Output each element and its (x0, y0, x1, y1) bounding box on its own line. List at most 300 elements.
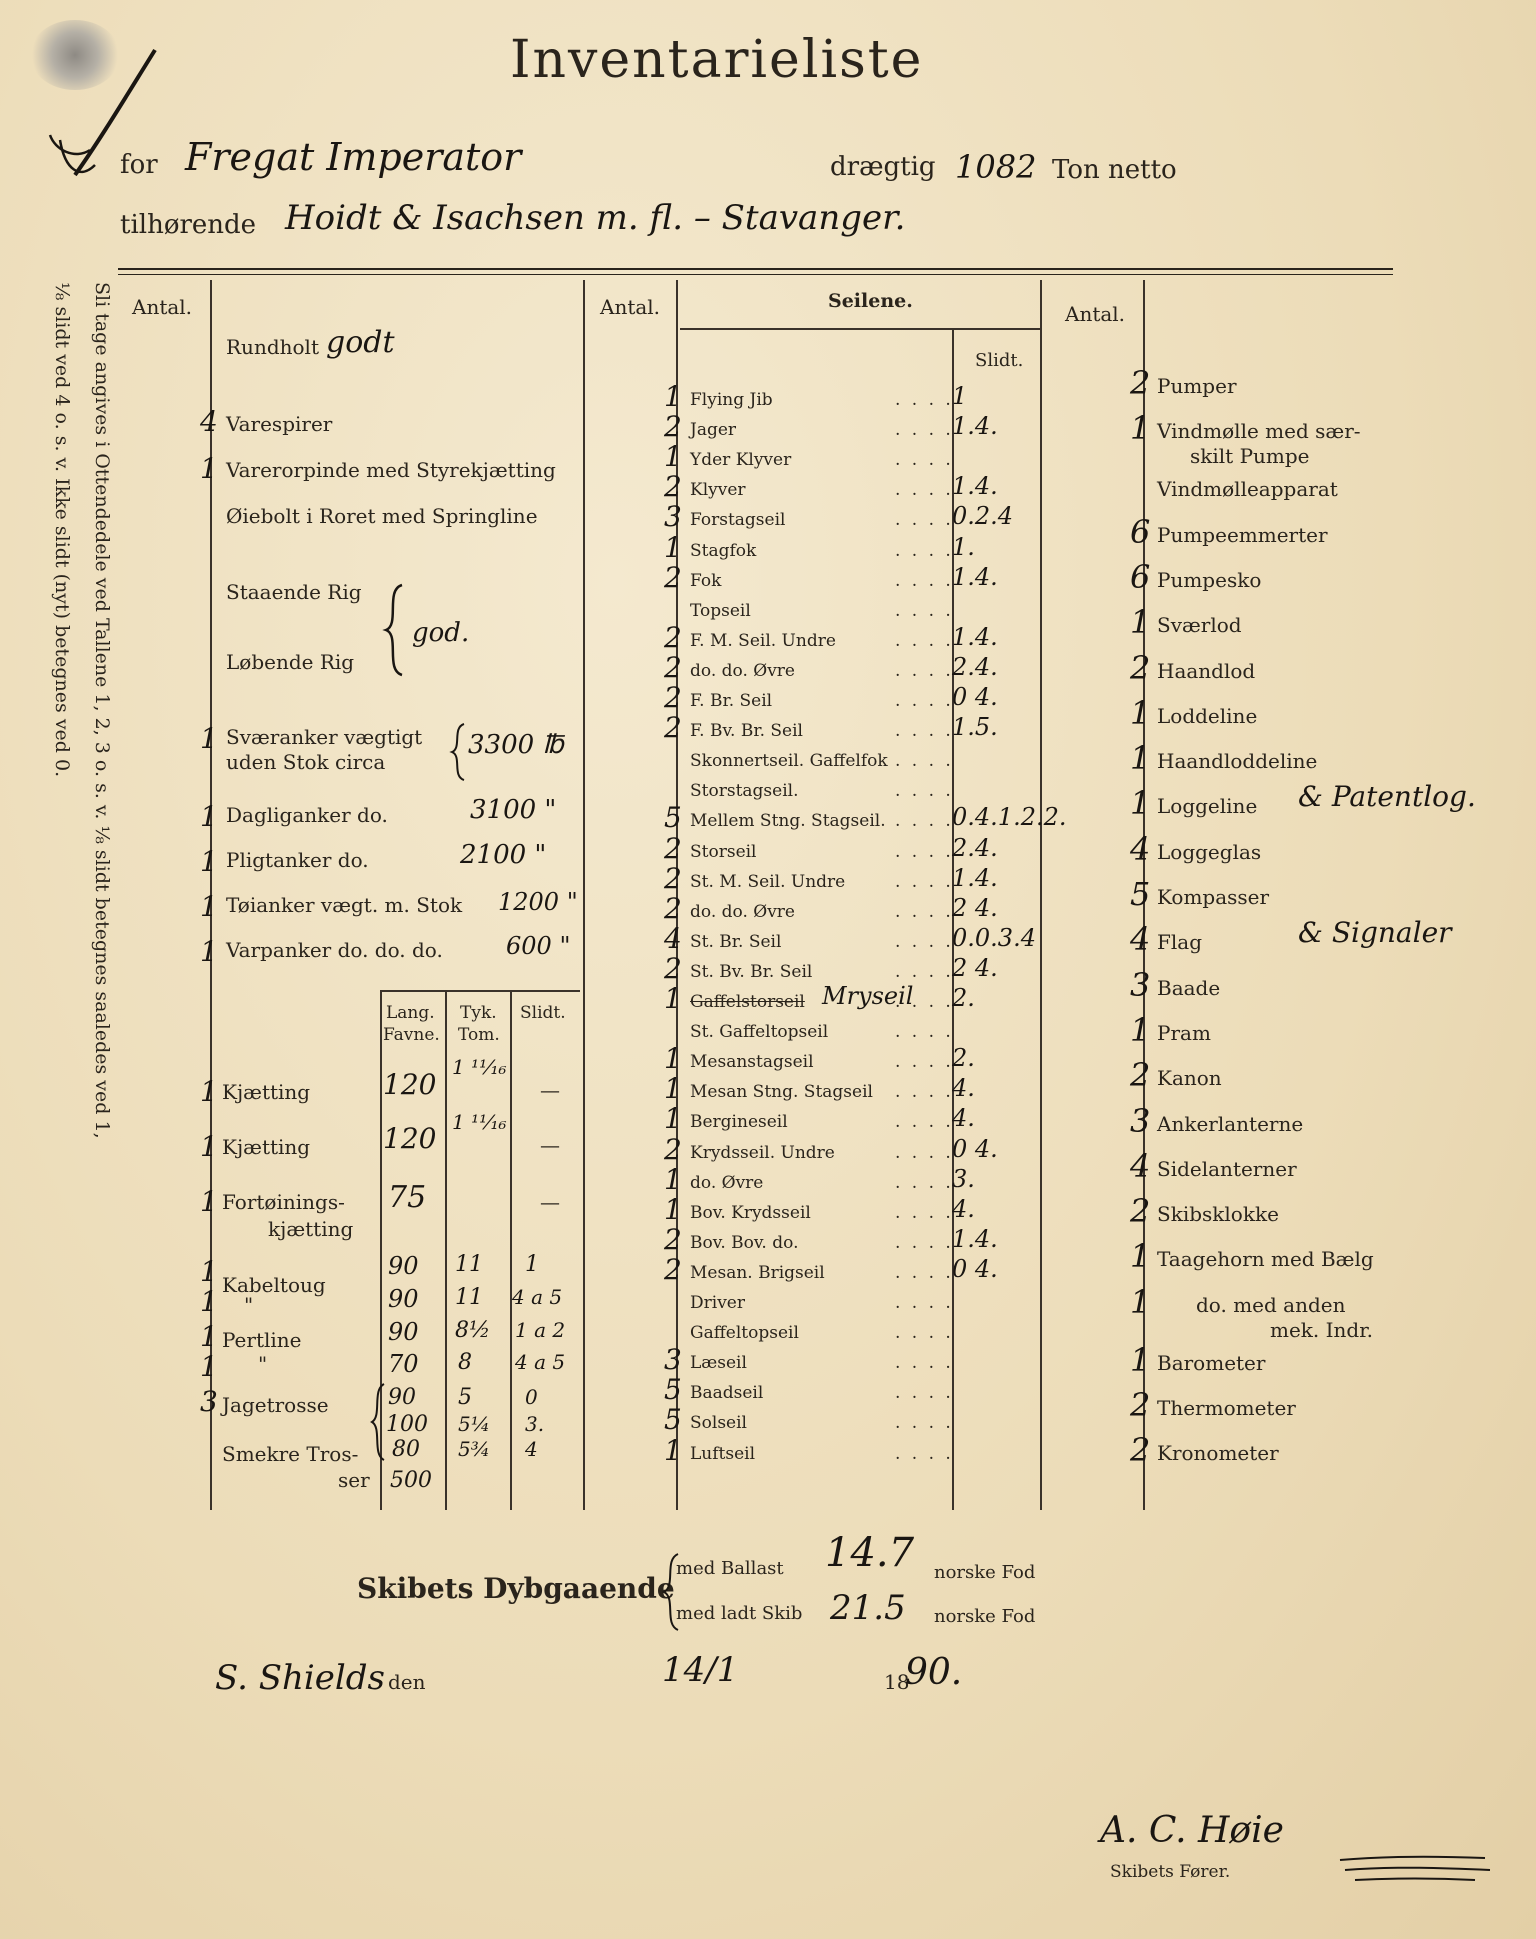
sail-count: 1 (664, 1042, 682, 1076)
equipment-count: 4 (1130, 920, 1151, 959)
anchor-label: Tøianker vægt. m. Stok (226, 893, 463, 917)
sail-slidt: 4. (952, 1074, 975, 1103)
sail-label: Krydsseil. Undre (690, 1142, 835, 1163)
sail-label: Driver (690, 1293, 745, 1313)
sail-label: St. Bv. Br. Seil (690, 961, 813, 982)
side-note (42, 282, 122, 1139)
page-title: Inventarieliste (510, 30, 924, 90)
col-divider-1 (583, 280, 585, 1510)
sail-label: Baadseil (690, 1383, 764, 1404)
sail-count: 3 (664, 1343, 682, 1377)
anchor-count: 1 (200, 935, 218, 968)
lobende-rig: Løbende Rig (226, 650, 355, 674)
sail-slidt: 4. (952, 1194, 975, 1223)
captain-label: Skibets Fører. (1110, 1862, 1231, 1882)
chain-tyk: 8 (458, 1350, 472, 1375)
laden-unit: norske Fod (934, 1606, 1036, 1627)
chain-label: Smekre Tros- (222, 1442, 359, 1466)
chain-tyk: 1 ¹¹⁄₁₆ (452, 1055, 507, 1079)
chain-slidt: 4 a 5 (512, 1285, 563, 1309)
equipment-label: Haandloddeline (1157, 749, 1318, 774)
sail-label: Forstagseil (690, 510, 786, 531)
chain-label: Kabeltoug (222, 1273, 326, 1297)
sail-label: Klyver (690, 480, 746, 501)
leader-dots: . . . . (895, 420, 954, 441)
sail-label: Mesanstagseil (690, 1052, 814, 1073)
sail-slidt: 0 4. (952, 683, 998, 711)
anchor-brace (448, 722, 468, 782)
owner-value: Hoidt & Isachsen m. fl. – Stavanger. (285, 198, 906, 238)
equipment-count: 1 (1130, 409, 1151, 448)
sail-count: 2 (664, 410, 682, 444)
chain-label: Fortøinings- (222, 1190, 345, 1214)
anchor-count: 1 (200, 845, 218, 878)
equipment-label: Loggeglas (1157, 839, 1262, 864)
sail-label: Storstagseil. (690, 781, 799, 802)
sail-slidt: 2 4. (952, 893, 998, 922)
signature-underline (1335, 1848, 1495, 1888)
leader-dots: . . . . (895, 992, 954, 1012)
side-note-line1: Sli tage angives i Ottendedele ved Tallene 1, 2, 3 o. s. v. ⅛ slidt betegnes saaledes ved 1, (91, 282, 113, 1139)
rundholt-value: godt (326, 325, 395, 360)
tonnage-value: 1082 (955, 148, 1037, 186)
sail-label: do. do. Øvre (690, 660, 795, 681)
equipment-label: Pumpesko (1157, 567, 1262, 592)
equipment-extra: & Patentlog. (1298, 780, 1476, 814)
equipment-label: Skibsklokke (1157, 1202, 1279, 1227)
sail-count: 2 (664, 1252, 682, 1286)
leader-dots: . . . . (895, 901, 954, 922)
chain-slidt: 4 a 5 (515, 1350, 566, 1374)
chain-count: 1 (200, 1285, 218, 1318)
sail-count: 1 (664, 1102, 682, 1136)
sail-slidt: 0.4.1.2.2. (952, 803, 1067, 832)
chain-header-tyk2: Tom. (458, 1025, 500, 1045)
equipment-label: Loddeline (1157, 703, 1258, 728)
sail-label: Mesan Stng. Stagseil (690, 1082, 873, 1103)
sail-label: Skonnertseil. Gaffelfok (690, 751, 888, 772)
equipment-count: 1 (1130, 1282, 1151, 1321)
leader-dots: . . . . (895, 1353, 954, 1374)
chain-label: Jagetrosse (222, 1393, 329, 1417)
col1-antal: Antal. (132, 295, 193, 319)
equipment-label: Vindmølleapparat (1157, 477, 1338, 502)
sail-count: 2 (664, 681, 682, 714)
chain-lang: 70 (388, 1350, 419, 1378)
equipment-count: 3 (1130, 1101, 1151, 1140)
leader-dots: . . . . (895, 1443, 954, 1464)
chain-label: " (244, 1293, 254, 1317)
equipment-count: 1 (1130, 1010, 1151, 1049)
sail-label: Solseil (690, 1413, 747, 1434)
sail-count: 5 (664, 1403, 682, 1437)
equipment-label: Thermometer (1157, 1396, 1296, 1420)
anchor-weight: 600 " (506, 932, 571, 960)
sail-label: F. Bv. Br. Seil (690, 721, 803, 742)
side-note-line2: ⅛ slidt ved 4 o. s. v. Ikke slidt (nyt) betegnes ved 0. (51, 282, 73, 778)
leader-dots: . . . . (895, 1323, 954, 1344)
sail-label: St. M. Seil. Undre (690, 871, 846, 892)
chain-lang: 90 (388, 1385, 416, 1410)
sail-slidt: 1.4. (952, 863, 998, 892)
for-label: for (120, 150, 158, 180)
chain-count: 3 (200, 1385, 218, 1418)
chain-label: " (258, 1352, 268, 1376)
chain-lang: 90 (388, 1285, 419, 1313)
equipment-label: Sidelanterner (1157, 1156, 1297, 1181)
chain-label: Kjætting (222, 1135, 311, 1159)
sail-count: 2 (664, 1132, 682, 1166)
chain-lang: 120 (383, 1122, 437, 1155)
equipment-count: 2 (1130, 1431, 1151, 1470)
equipment-label: Vindmølle med sær- (1157, 419, 1361, 444)
col1-count: 1 (200, 452, 218, 485)
leader-dots: . . . . (895, 1142, 954, 1163)
sail-label: Yder Klyver (690, 450, 792, 471)
col2-antal: Antal. (600, 295, 661, 319)
sail-count: 2 (664, 831, 682, 865)
equipment-count: 6 (1130, 557, 1151, 596)
equipment-label: do. med anden (1196, 1292, 1346, 1317)
chain-slidt: — (540, 1190, 560, 1214)
equipment-count: 2 (1130, 364, 1151, 402)
sail-slidt: 1.4. (952, 1224, 998, 1253)
chain-count: 1 (200, 1130, 218, 1163)
leader-dots: . . . . (895, 1172, 954, 1193)
tonnage-label: drægtig (830, 152, 936, 182)
chain-slidt: 3. (525, 1412, 545, 1436)
chain-rule-3 (510, 990, 512, 1510)
chain-slidt: — (540, 1133, 560, 1157)
leader-dots: . . . . (895, 1383, 954, 1404)
leader-dots: . . . . (895, 450, 954, 471)
seilene-rule (680, 328, 1040, 330)
col3-antal: Antal. (1065, 302, 1126, 326)
chain-slidt: 1 a 2 (515, 1318, 566, 1342)
equipment-count: 3 (1130, 965, 1151, 1004)
equipment-count: 2 (1130, 648, 1151, 687)
col-divider-2 (1040, 280, 1042, 1510)
equipment-count: 1 (1130, 739, 1151, 778)
equipment-label: skilt Pumpe (1190, 444, 1310, 469)
leader-dots: . . . . (895, 570, 954, 591)
chain-lang: 80 (392, 1437, 420, 1462)
anchor-count: 1 (200, 800, 218, 833)
sail-count: 2 (664, 891, 682, 925)
sail-count: 3 (664, 500, 682, 534)
anchor-count: 1 (200, 722, 218, 755)
leader-dots: . . . . (895, 1052, 954, 1073)
chain-slidt: 1 (525, 1252, 539, 1277)
laden-value: 21.5 (830, 1588, 906, 1628)
leader-dots: . . . . (895, 961, 954, 982)
slidt-heading: Slidt. (975, 350, 1024, 371)
ballast-label: med Ballast (676, 1558, 784, 1579)
sail-label: Storseil (690, 841, 757, 862)
equipment-label: Pumper (1157, 374, 1237, 398)
leader-dots: . . . . (895, 1262, 954, 1283)
equipment-label: mek. Indr. (1270, 1317, 1373, 1342)
equipment-label: Kanon (1157, 1066, 1222, 1091)
anchor-count: 1 (200, 890, 218, 923)
chain-tyk: 5 (458, 1385, 472, 1410)
chain-lang: 90 (388, 1318, 419, 1346)
tonnage-unit: Ton netto (1052, 155, 1177, 185)
sail-count: 1 (664, 380, 682, 413)
sail-label: Mesan. Brigseil (690, 1262, 825, 1283)
sail-slidt: 0 4. (952, 1254, 998, 1283)
sail-label: F. Br. Seil (690, 691, 773, 711)
sail-count: 1 (664, 1162, 682, 1196)
rundholt-label: Rundholt (226, 335, 319, 359)
sail-count: 1 (664, 1433, 682, 1467)
equipment-label: Kronometer (1157, 1441, 1279, 1466)
equipment-count: 1 (1130, 1340, 1151, 1379)
sail-label: Bergineseil (690, 1112, 788, 1133)
year-suffix: 90. (905, 1652, 963, 1693)
chain-count: 1 (200, 1255, 218, 1288)
chain-lang: 120 (383, 1068, 437, 1101)
chain-header-lang2: Favne. (383, 1025, 440, 1045)
chain-rule-2 (445, 990, 447, 1510)
chain-slidt: — (540, 1078, 560, 1102)
equipment-count: 2 (1130, 1056, 1151, 1095)
leader-dots: . . . . (895, 691, 954, 711)
chain-count: 1 (200, 1185, 218, 1218)
leader-dots: . . . . (895, 811, 954, 832)
rig-brace (380, 580, 410, 680)
equipment-label: Sværlod (1157, 613, 1242, 638)
header-rule-top (118, 268, 1393, 270)
sail-count: 2 (664, 560, 682, 594)
leader-dots: . . . . (895, 781, 954, 802)
chain-lang: 75 (388, 1180, 427, 1215)
sail-label: do. Øvre (690, 1172, 764, 1193)
chain-header-tyk: Tyk. (460, 1003, 497, 1023)
sail-extra: Mryseil (822, 982, 914, 1010)
sail-label: Jager (690, 420, 737, 441)
chain-label: Pertline (222, 1328, 302, 1352)
chain-lang: 500 (390, 1468, 432, 1493)
sail-label: Mellem Stng. Stagseil. (690, 811, 886, 832)
ballast-value: 14.7 (825, 1530, 915, 1576)
anchor-label: Varpanker do. do. do. (226, 938, 443, 962)
col1-count: 4 (200, 405, 218, 438)
equipment-label: Loggeline (1157, 794, 1258, 819)
sail-count: 2 (664, 861, 682, 895)
sail-count: 1 (664, 982, 682, 1015)
chain-count: 1 (200, 1320, 218, 1353)
equipment-label: Taagehorn med Bælg (1157, 1247, 1374, 1272)
ship-name: Fregat Imperator (185, 135, 522, 179)
sail-slidt: 1.4. (952, 412, 998, 441)
chain-label: Kjætting (222, 1080, 311, 1104)
den-label: den (388, 1670, 426, 1694)
chain-count: 1 (200, 1075, 218, 1108)
chain-slidt: 4 (525, 1437, 538, 1461)
date: 14/1 (662, 1650, 739, 1690)
equipment-count: 1 (1130, 693, 1151, 732)
anchor-label: Pligtanker do. (226, 848, 369, 872)
place: S. Shields (215, 1658, 385, 1698)
equipment-label: Pumpeemmerter (1157, 522, 1328, 547)
sail-label: Flying Jib (690, 390, 773, 410)
sail-slidt: 1.4. (952, 622, 998, 651)
chain-slidt: 0 (525, 1385, 538, 1409)
sail-label: Læseil (690, 1353, 747, 1374)
chain-lang: 90 (388, 1252, 419, 1280)
col1-item: Varerorpinde med Styrekjætting (226, 458, 556, 482)
rig-value: god. (412, 618, 470, 648)
sail-label: F. M. Seil. Undre (690, 630, 836, 651)
anchor-weight: 2100 " (460, 840, 547, 870)
chain-lang: 100 (386, 1412, 428, 1437)
sail-slidt: 2 4. (952, 953, 998, 982)
equipment-count: 6 (1130, 512, 1151, 551)
sail-count: 2 (664, 620, 682, 654)
equipment-count: 4 (1130, 829, 1151, 868)
leader-dots: . . . . (895, 480, 954, 501)
jagetrosse-brace (368, 1382, 388, 1462)
sail-label: St. Br. Seil (690, 931, 782, 952)
anchor-weight: 1200 " (498, 888, 578, 916)
sail-count: 2 (664, 470, 682, 504)
col1-item: Varespirer (226, 412, 333, 436)
chain-header-lang: Lang. (386, 1003, 435, 1023)
sail-slidt: 2. (952, 1044, 975, 1073)
sail-slidt: 1 (952, 382, 968, 410)
anchor-label: uden Stok circa (226, 750, 386, 774)
sail-label: Luftseil (690, 1443, 756, 1464)
sail-count: 2 (664, 951, 682, 985)
sail-count: 5 (664, 1373, 682, 1407)
leader-dots: . . . . (895, 931, 954, 952)
staaende-rig: Staaende Rig (226, 580, 362, 604)
year-prefix: 18 (884, 1670, 910, 1694)
sail-slidt: 1.4. (952, 562, 998, 591)
chain-tyk: 11 (455, 1252, 483, 1277)
ballast-unit: norske Fod (934, 1562, 1036, 1583)
leader-dots: . . . . (895, 871, 954, 892)
equipment-label: Pram (1157, 1020, 1211, 1045)
sail-count: 4 (664, 921, 682, 955)
sail-slidt: 2. (952, 984, 975, 1012)
sail-slidt: 3. (952, 1164, 975, 1193)
chain-tyk: 5¼ (458, 1412, 491, 1436)
leader-dots: . . . . (895, 1082, 954, 1103)
leader-dots: . . . . (895, 1293, 954, 1313)
leader-dots: . . . . (895, 1112, 954, 1133)
leader-dots: . . . . (895, 1232, 954, 1253)
leader-dots: . . . . (895, 600, 954, 621)
sail-label: Gaffeltopseil (690, 1323, 799, 1344)
chain-table-rule (380, 990, 580, 992)
sail-slidt: 2.4. (952, 833, 998, 862)
sail-slidt: 1.4. (952, 472, 998, 501)
sail-label: Gaffelstorseil (690, 992, 805, 1012)
anchor-weight: 3100 " (470, 795, 557, 825)
sail-slidt: 1. (952, 532, 975, 561)
leader-dots: . . . . (895, 390, 954, 410)
sail-label: St. Gaffeltopseil (690, 1022, 829, 1043)
equipment-extra: & Signaler (1298, 916, 1452, 950)
leader-dots: . . . . (895, 841, 954, 862)
sail-count: 1 (664, 440, 682, 474)
draught-label: Skibets Dybgaaende (357, 1572, 675, 1605)
sail-label: do. do. Øvre (690, 901, 795, 922)
equipment-count: 1 (1130, 1237, 1151, 1276)
leader-dots: . . . . (895, 510, 954, 531)
chain-header-slidt: Slidt. (520, 1003, 566, 1023)
equipment-label: Kompasser (1157, 885, 1270, 909)
equipment-label: Haandlod (1157, 658, 1256, 683)
equipment-count: 2 (1130, 1192, 1151, 1231)
equipment-count: 1 (1130, 784, 1151, 823)
leader-dots: . . . . (895, 721, 954, 742)
equipment-count: 2 (1130, 1386, 1151, 1424)
equipment-label: Ankerlanterne (1157, 1111, 1304, 1136)
sail-count: 5 (664, 801, 682, 835)
equipment-label: Barometer (1157, 1350, 1266, 1375)
sail-label: Bov. Krydsseil (690, 1202, 811, 1223)
header-rule-bottom (118, 274, 1393, 275)
chain-tyk: 5¾ (458, 1437, 491, 1461)
leader-dots: . . . . (895, 1413, 954, 1434)
chain-tyk: 11 (455, 1285, 483, 1310)
sail-count: 2 (664, 711, 682, 745)
sail-label: Bov. Bov. do. (690, 1232, 799, 1253)
sail-count: 1 (664, 1072, 682, 1106)
sail-label: Stagfok (690, 540, 757, 561)
sail-slidt: 4. (952, 1104, 975, 1133)
chain-label: kjætting (268, 1217, 354, 1241)
sail-slidt: 0.2.4 (952, 502, 1014, 531)
seilene-heading: Seilene. (828, 290, 913, 312)
leader-dots: . . . . (895, 540, 954, 561)
equipment-label: Flag (1157, 930, 1202, 955)
leader-dots: . . . . (895, 1022, 954, 1043)
equipment-label: Baade (1157, 975, 1221, 1000)
equipment-count: 1 (1130, 603, 1151, 642)
owner-label: tilhørende (120, 210, 257, 240)
sail-slidt: 0.0.3.4 (952, 923, 1036, 952)
leader-dots: . . . . (895, 660, 954, 681)
leader-dots: . . . . (895, 1202, 954, 1223)
laden-label: med ladt Skib (676, 1603, 803, 1624)
sail-slidt: 2.4. (952, 652, 998, 681)
leader-dots: . . . . (895, 630, 954, 651)
anchor-weight: 3300 ℔ (468, 730, 564, 760)
sail-slidt: 0 4. (952, 1134, 998, 1163)
sail-count: 1 (664, 530, 682, 564)
chain-tyk: 8½ (455, 1318, 491, 1343)
sail-count: 1 (664, 1192, 682, 1226)
chain-count: 1 (200, 1350, 218, 1383)
col1-item: Øiebolt i Roret med Springline (226, 504, 538, 528)
chain-label: ser (338, 1468, 370, 1492)
signature: A. C. Høie (1100, 1810, 1284, 1851)
sail-count: 2 (664, 650, 682, 684)
anchor-label: Sværanker vægtigt (226, 725, 423, 749)
chain-tyk: 1 ¹¹⁄₁₆ (452, 1110, 507, 1134)
equipment-count: 4 (1130, 1146, 1151, 1185)
sail-slidt: 1.5. (952, 713, 998, 742)
leader-dots: . . . . (895, 751, 954, 772)
sail-label: Fok (690, 570, 722, 591)
sail-count: 2 (664, 1222, 682, 1256)
sail-label: Topseil (690, 600, 751, 621)
anchor-label: Dagliganker do. (226, 803, 388, 827)
